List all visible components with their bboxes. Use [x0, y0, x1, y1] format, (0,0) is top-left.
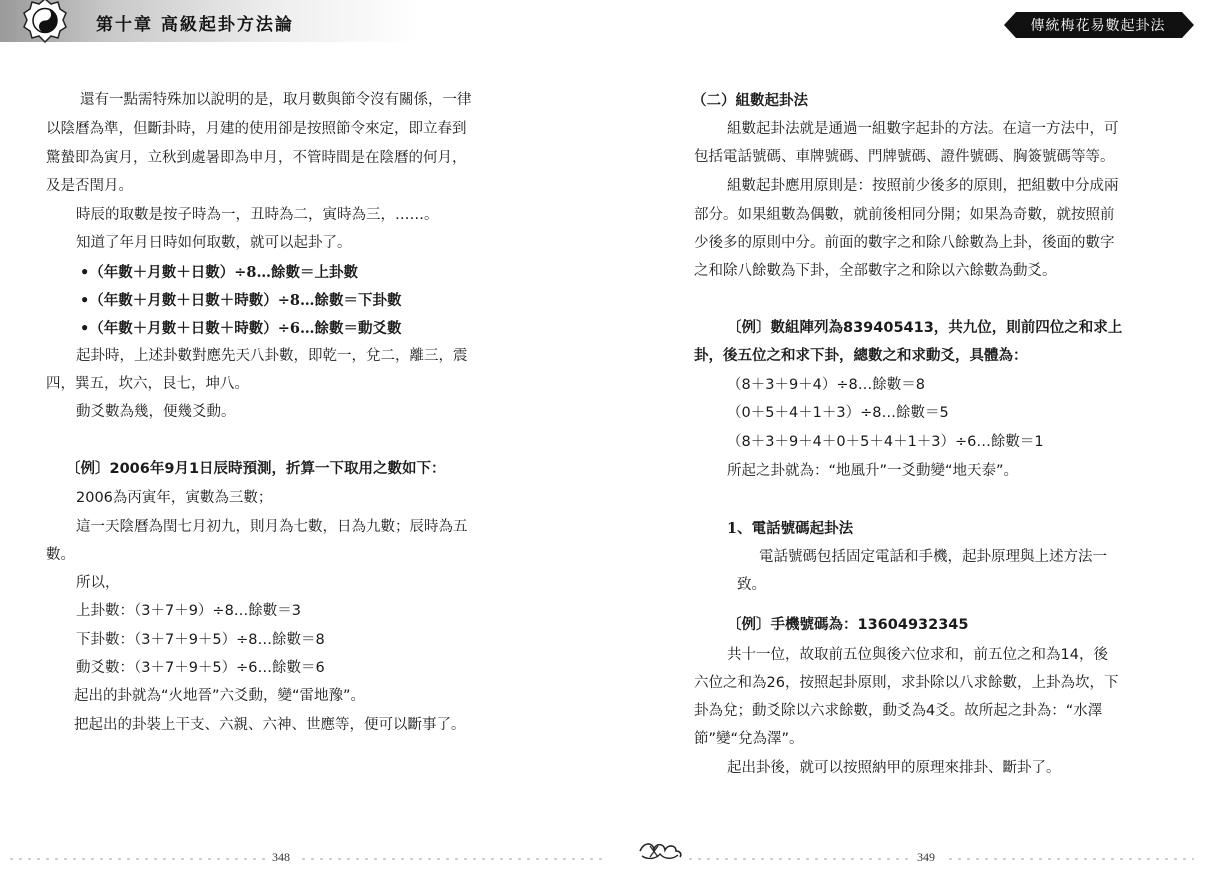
chapter-header: [0, 0, 600, 42]
text-line: 部分。如果組數為偶數，就前後相同分開；如果為奇數，就按照前: [694, 207, 1115, 223]
text-line: 起卦時，上述卦數對應先天八卦數，即乾一，兌二，離三，震: [76, 348, 468, 364]
text-line: 把起出的卦裝上干支、六親、六神、世應等，便可以斷事了。: [74, 717, 466, 733]
calc-line: （0＋5＋4＋1＋3）÷8…餘數＝5: [727, 405, 949, 421]
text-line: 電話號碼包括固定電話和手機，起卦原理與上述方法一: [759, 549, 1107, 565]
page-number: 349: [917, 850, 935, 864]
footer-rule: [689, 858, 914, 860]
text-line: 這一天陰曆為閏七月初九，則月為七數，日為九數；辰時為五: [76, 519, 468, 535]
text-line: 卦為兌；動爻除以六求餘數，動爻為4爻。故所起之卦為：“水澤: [694, 703, 1103, 719]
right-page: [607, 0, 1214, 869]
text-line: 所起之卦就為：“地風升”一爻動變“地天泰”。: [727, 463, 1019, 479]
text-line: 時辰的取數是按子時為一，丑時為二，寅時為三，……。: [76, 207, 439, 223]
calc-lower: 下卦數：（3＋7＋9＋5）÷8…餘數＝8: [76, 632, 325, 648]
calc-moving: 動爻數：（3＋7＋9＋5）÷6…餘數＝6: [76, 660, 325, 676]
subsection-heading: 1、電話號碼起卦法: [727, 520, 854, 537]
text-line: 起出的卦就為“火地晉”六爻動，變“雷地豫”。: [74, 688, 366, 704]
book-title: 傳統梅花易數起卦法: [1030, 18, 1166, 34]
footer-rule: [302, 858, 602, 860]
book-title-banner: [1004, 12, 1194, 38]
formula-lower: •（年數＋月數＋日數＋時數）÷8…餘數＝下卦數: [80, 292, 402, 309]
example-heading-cont: 卦，後五位之和求下卦，總數之和求動爻，具體為：: [694, 348, 1028, 364]
formula-moving: •（年數＋月數＋日數＋時數）÷6…餘數＝動爻數: [80, 320, 402, 337]
example-heading: 〔例〕2006年9月1日辰時預測，折算一下取用之數如下：: [66, 461, 446, 477]
text-line: 致。: [737, 577, 766, 593]
text-line: 2006為丙寅年，寅數為三數；: [76, 490, 273, 506]
text-line: 節”變“兌為澤”。: [694, 731, 804, 747]
text-line: 六位之和為26，按照起卦原則，求卦除以八求餘數，上卦為坎，下: [694, 675, 1119, 691]
page-number: 348: [272, 850, 290, 864]
footer-rule: [10, 858, 270, 860]
calc-line: （8＋3＋9＋4）÷8…餘數＝8: [727, 377, 926, 393]
text-line: 組數起卦法就是通過一組數字起卦的方法。在這一方法中，可: [727, 121, 1119, 137]
example-heading: 〔例〕手機號碼為：13604932345: [727, 617, 969, 633]
text-line: 還有一點需特殊加以說明的是，取月數與節令沒有關係，一律: [80, 92, 472, 108]
chapter-title: 第十章 高級起卦方法論: [96, 15, 294, 35]
text-line: 組數起卦應用原則是：按照前少後多的原則，把組數中分成兩: [727, 178, 1119, 194]
text-line: 少後多的原則中分。前面的數字之和除八餘數為上卦，後面的數字: [694, 235, 1115, 251]
text-line: 四，巽五，坎六，艮七，坤八。: [46, 376, 249, 392]
text-line: 以陰曆為準，但斷卦時，月建的使用卻是按照節令來定，即立春到: [46, 121, 467, 137]
text-line: 之和除八餘數為下卦，全部數字之和除以六餘數為動爻。: [694, 263, 1057, 279]
text-line: 所以，: [76, 575, 120, 591]
text-line: 包括電話號碼、車牌號碼、門牌號碼、證件號碼、胸簽號碼等等。: [694, 149, 1115, 165]
text-line: 數。: [46, 547, 75, 563]
text-line: 知道了年月日時如何取數，就可以起卦了。: [76, 235, 352, 251]
calc-line: （8＋3＋9＋4＋0＋5＋4＋1＋3）÷6…餘數＝1: [727, 434, 1044, 450]
footer-rule: [949, 858, 1194, 860]
text-line: 動爻數為幾，便幾爻動。: [76, 404, 236, 420]
calc-upper: 上卦數：（3＋7＋9）÷8…餘數＝3: [76, 603, 302, 619]
example-heading: 〔例〕數組陣列為839405413，共九位，則前四位之和求上: [727, 320, 1123, 336]
text-line: 起出卦後，就可以按照納甲的原理來排卦、斷卦了。: [727, 760, 1061, 776]
formula-upper: •（年數＋月數＋日數）÷8…餘數＝上卦數: [80, 264, 359, 281]
text-line: 及是否閏月。: [46, 178, 133, 194]
section-heading: （二）組數起卦法: [692, 92, 808, 109]
text-line: 共十一位，故取前五位與後六位求和，前五位之和為14，後: [727, 647, 1108, 663]
cloud-ornament-icon: [638, 840, 684, 862]
text-line: 驚蟄即為寅月，立秋到處暑即為申月，不管時間是在陰曆的何月，: [46, 150, 467, 166]
yin-yang-icon: [22, 0, 68, 44]
